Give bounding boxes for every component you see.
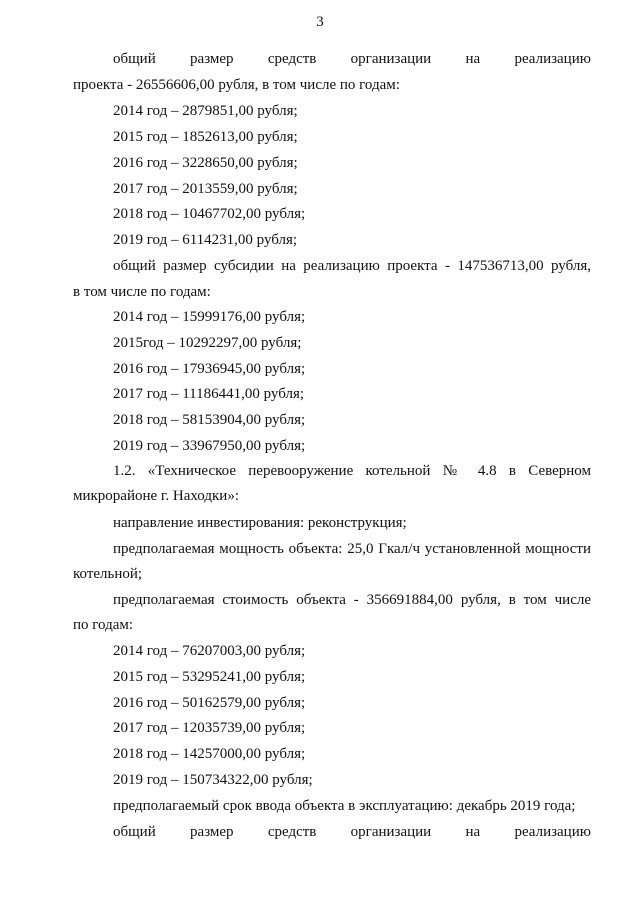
year-line: 2019 год – 33967950,00 рубля; bbox=[113, 438, 306, 454]
word: средств bbox=[267, 51, 317, 67]
year-line: 2016 год – 50162579,00 рубля; bbox=[113, 695, 306, 711]
year-line: 2018 год – 58153904,00 рубля; bbox=[113, 412, 306, 428]
paragraph-org-funds-intro bbox=[113, 50, 591, 68]
page-number: 3 bbox=[316, 14, 324, 30]
year-line: 2017 год – 12035739,00 рубля; bbox=[113, 720, 306, 736]
paragraph-org-funds-intro-2 bbox=[113, 823, 591, 841]
word: размер bbox=[190, 51, 234, 67]
year-line: 2014 год – 15999176,00 рубля; bbox=[113, 309, 306, 325]
year-line: 2015год – 10292297,00 рубля; bbox=[113, 335, 302, 351]
paragraph-org-funds-cont: проекта - 26556606,00 рубля, в том числе по годам: bbox=[73, 77, 400, 93]
section-title: 1.2. «Техническое перевооружение котельной № 4.8 в Северном bbox=[113, 463, 591, 479]
word: общий bbox=[113, 824, 156, 840]
year-line: 2014 год – 2879851,00 рубля; bbox=[113, 103, 298, 119]
paragraph-subsidy-cont: в том числе по годам: bbox=[73, 284, 211, 300]
paragraph-investment-direction: направление инвестирования: реконструкция; bbox=[113, 515, 407, 531]
paragraph-cost: предполагаемая стоимость объекта - 356691884,00 рубля, в том числе bbox=[113, 592, 591, 608]
word: организации bbox=[350, 824, 432, 840]
year-line: 2018 год – 14257000,00 рубля; bbox=[113, 746, 306, 762]
year-line: 2017 год – 11186441,00 рубля; bbox=[113, 386, 305, 402]
paragraph-subsidy-intro: общий размер субсидии на реализацию проекта - 147536713,00 рубля, bbox=[113, 258, 591, 274]
year-line: 2018 год – 10467702,00 рубля; bbox=[113, 206, 306, 222]
word: общий bbox=[113, 51, 156, 67]
section-title-cont: микрорайоне г. Находки»: bbox=[73, 488, 239, 504]
word: организации bbox=[350, 51, 432, 67]
word: реализацию bbox=[514, 51, 591, 67]
year-line: 2016 год – 3228650,00 рубля; bbox=[113, 155, 298, 171]
paragraph-capacity-cont: котельной; bbox=[73, 566, 143, 582]
word: размер bbox=[190, 824, 234, 840]
word: реализацию bbox=[514, 824, 591, 840]
paragraph-cost-cont: по годам: bbox=[73, 617, 134, 633]
word: средств bbox=[267, 824, 317, 840]
year-line: 2019 год – 150734322,00 рубля; bbox=[113, 772, 313, 788]
year-line: 2014 год – 76207003,00 рубля; bbox=[113, 643, 306, 659]
year-line: 2015 год – 53295241,00 рубля; bbox=[113, 669, 306, 685]
word: на bbox=[465, 51, 481, 67]
year-line: 2017 год – 2013559,00 рубля; bbox=[113, 181, 298, 197]
word: на bbox=[465, 824, 481, 840]
year-line: 2016 год – 17936945,00 рубля; bbox=[113, 361, 306, 377]
year-line: 2015 год – 1852613,00 рубля; bbox=[113, 129, 298, 145]
year-line: 2019 год – 6114231,00 рубля; bbox=[113, 232, 298, 248]
paragraph-capacity: предполагаемая мощность объекта: 25,0 Гкал/ч установленной мощности bbox=[113, 541, 591, 557]
paragraph-deadline: предполагаемый срок ввода объекта в эксплуатацию: декабрь 2019 года; bbox=[113, 798, 576, 814]
